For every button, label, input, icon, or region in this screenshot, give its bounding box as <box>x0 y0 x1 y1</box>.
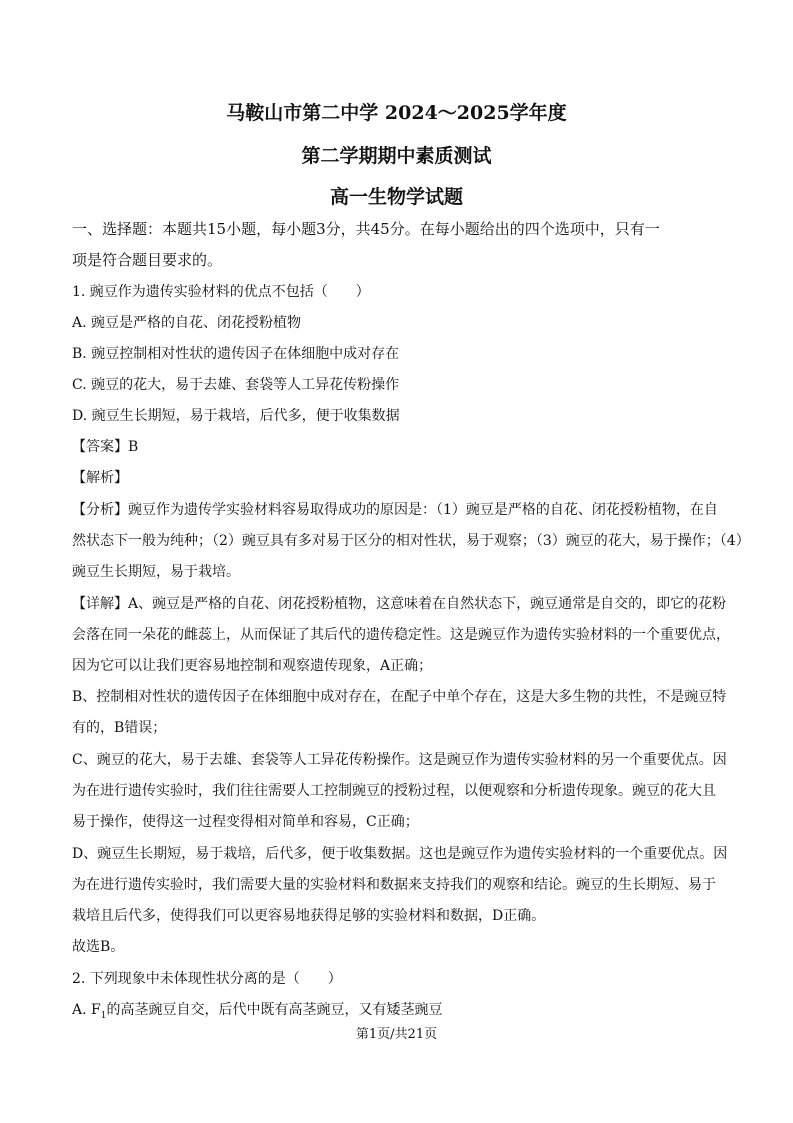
detail-line: B、控制相对性状的遗传因子在体细胞中成对存在，在配子中单个存在，这是大多生物的共性，不是豌豆特 <box>72 689 727 705</box>
detail-line: 有的，B错误； <box>72 720 167 736</box>
question-2-stem: 2. 下列现象中未体现性状分离的是（ ） <box>72 971 342 987</box>
question-1-option-b: B. 豌豆控制相对性状的遗传因子在体细胞中成对存在 <box>72 346 400 362</box>
detail-line: D、豌豆生长期短，易于栽培，后代多，便于收集数据。这也是豌豆作为遗传实验材料的一个重要优点。因 <box>72 846 728 862</box>
detail-line: 【详解】A、豌豆是严格的自花、闭花授粉植物，这意味着在自然状态下，豌豆通常是自交的，即它的花粉 <box>72 596 727 612</box>
question-1-option-d: D. 豌豆生长期短，易于栽培，后代多，便于收集数据 <box>72 408 400 424</box>
question-1-stem: 1. 豌豆作为遗传实验材料的优点不包括（ ） <box>72 284 370 300</box>
question-1-option-a: A. 豌豆是严格的自花、闭花授粉植物 <box>72 315 302 331</box>
question-1-option-c: C. 豌豆的花大，易于去雄、套袋等人工异花传粉操作 <box>72 377 400 393</box>
question-2-option-a <box>72 1000 732 1026</box>
question-1-answer: 【答案】B <box>72 439 139 455</box>
detail-line: 栽培且后代多，使得我们可以更容易地获得足够的实验材料和数据，D正确。 <box>72 908 546 924</box>
detail-line: 易于操作，使得这一过程变得相对简单和容易，C正确； <box>72 814 419 830</box>
exam-title-school: 马鞍山市第二中学 2024～2025学年度 <box>226 102 567 124</box>
question-1-explanation-label: 【解析】 <box>72 470 128 486</box>
subscript-generation: 1 <box>100 1010 107 1021</box>
section-instructions-line2: 项是符合题目要求的。 <box>72 251 223 269</box>
detail-line: 因为它可以让我们更容易地控制和观察遗传现象，A正确； <box>72 658 433 674</box>
detail-line: C、豌豆的花大，易于去雄、套袋等人工异花传粉操作。这是豌豆作为遗传实验材料的另一个重要优点。因 <box>72 752 727 768</box>
analysis-line: 【分析】豌豆作为遗传学实验材料容易取得成功的原因是：（1）豌豆是严格的自花、闭花授粉植物，在自 <box>72 502 718 518</box>
detail-line: 会落在同一朵花的雌蕊上，从而保证了其后代的遗传稳定性。这是豌豆作为遗传实验材料的一个重要优点， <box>72 627 730 643</box>
exam-title-subject: 高一生物学试题 <box>329 186 463 208</box>
analysis-line: 豌豆生长期短，易于栽培。 <box>72 564 240 580</box>
exam-title-term: 第二学期期中素质测试 <box>301 145 492 167</box>
detail-line: 为在进行遗传实验时，我们需要大量的实验材料和数据来支持我们的观察和结论。豌豆的生长期短、易于 <box>72 877 716 893</box>
detail-line: 为在进行遗传实验时，我们往往需要人工控制豌豆的授粉过程，以便观察和分析遗传现象。豌豆的花大且 <box>72 783 716 799</box>
section-instructions-line1: 一、选择题：本题共15小题，每小题3分，共45分。在每小题给出的四个选项中，只有一 <box>72 220 660 238</box>
option-a-text: 的高茎豌豆自交，后代中既有高茎豌豆，又有矮茎豌豆 <box>106 1002 443 1018</box>
page-footer: 第1页/共21页 <box>355 1027 438 1042</box>
detail-line: 故选B。 <box>72 939 125 955</box>
analysis-line: 然状态下一般为纯种；（2）豌豆具有多对易于区分的相对性状，易于观察；（3）豌豆的花大，易于操作；（4） <box>72 533 750 549</box>
option-a-prefix: A. F <box>72 1002 101 1018</box>
